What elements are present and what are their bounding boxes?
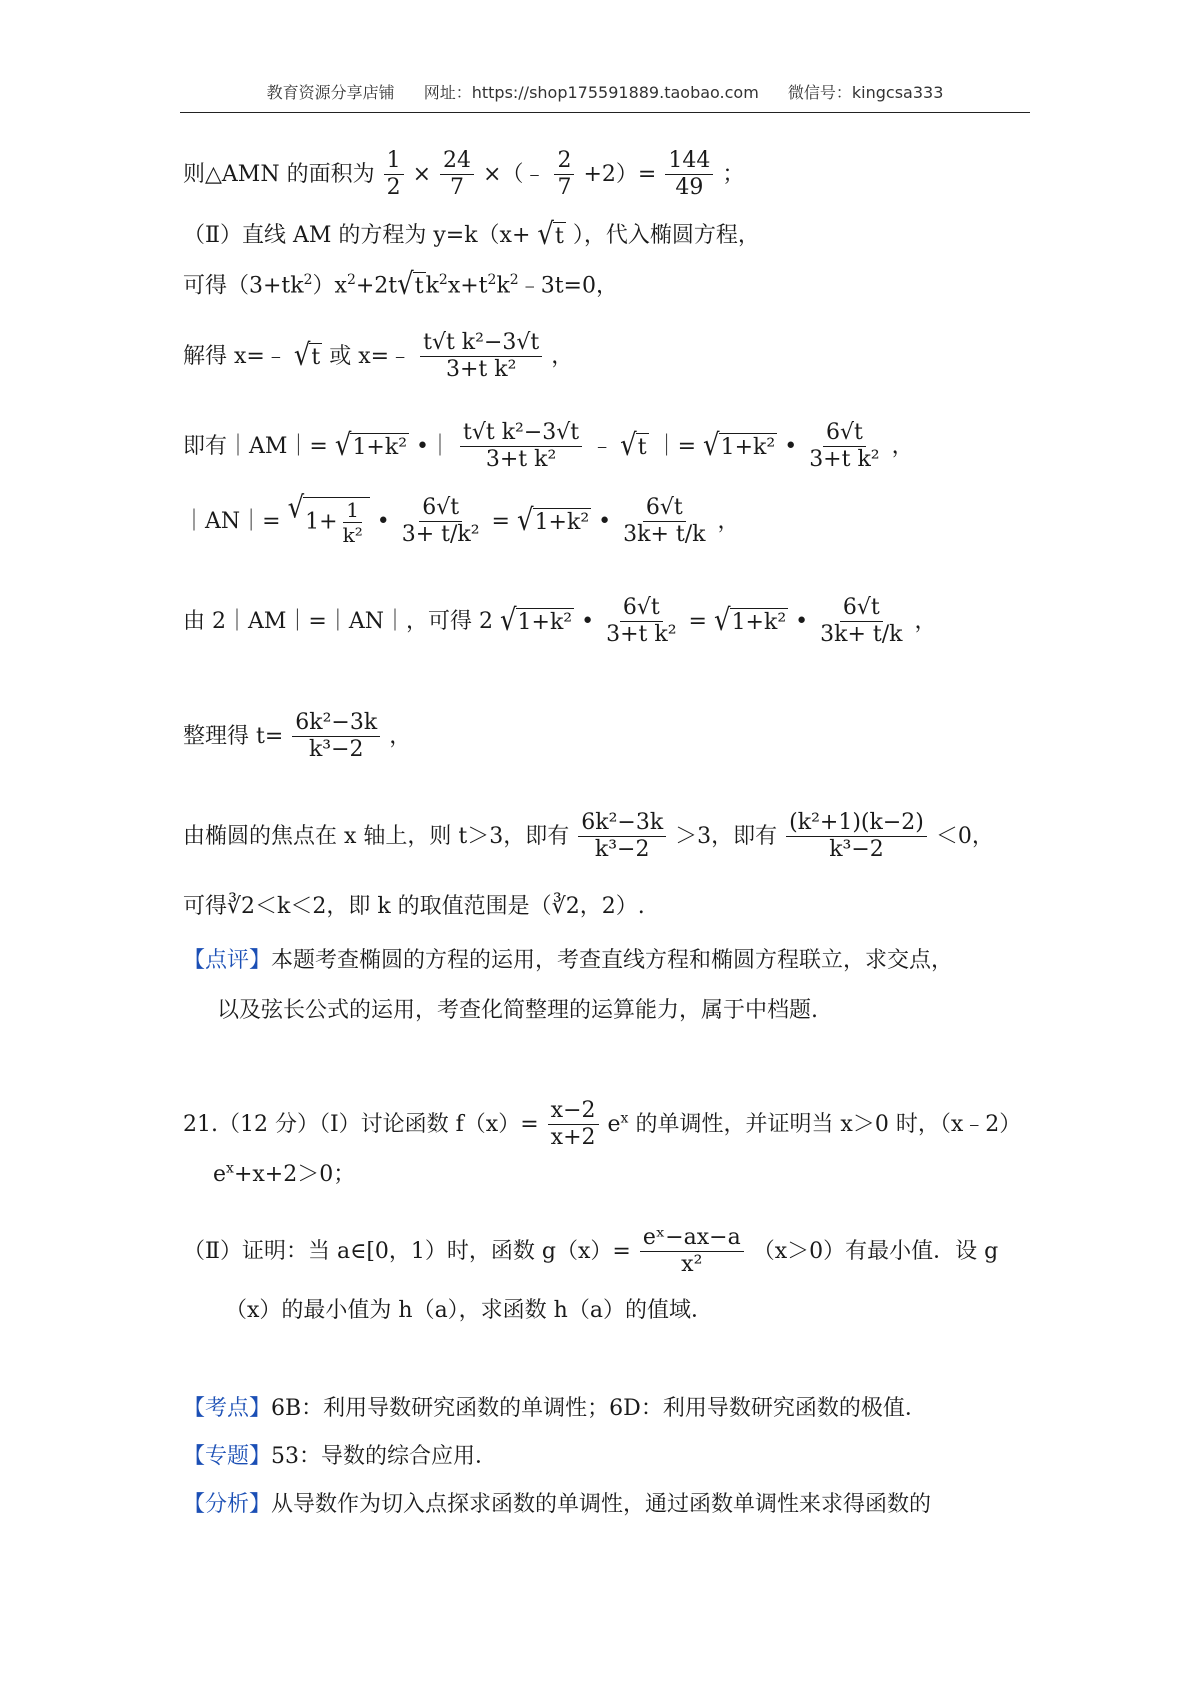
text: × bbox=[412, 161, 432, 187]
numerator: eˣ−ax−a bbox=[640, 1225, 744, 1252]
text bbox=[607, 1110, 629, 1137]
radicand: 1+k² bbox=[352, 434, 408, 460]
sqrt: √ 1+k² bbox=[713, 603, 787, 638]
text: ﹣ bbox=[591, 433, 614, 459]
line-am-length bbox=[183, 420, 914, 474]
text: • bbox=[795, 608, 809, 634]
numerator: 6√t bbox=[840, 595, 883, 622]
text: 由椭圆的焦点在 x 轴上，则 t＞3，即有 bbox=[183, 823, 570, 849]
text: （Ⅱ）直线 AM 的方程为 y=k（x+ bbox=[183, 223, 531, 249]
text: 可得（3+tk bbox=[183, 273, 304, 299]
text: x+t bbox=[447, 273, 488, 299]
text: ； bbox=[722, 161, 745, 187]
text: e bbox=[607, 1111, 621, 1137]
numerator: 6√t bbox=[419, 495, 462, 522]
denominator: k³−2 bbox=[308, 737, 364, 763]
text: 21.（12 分）（Ⅰ）讨论函数 f（x）= bbox=[183, 1111, 539, 1137]
fenxi-tag: 【分析】 bbox=[183, 1492, 272, 1517]
fraction bbox=[548, 1098, 599, 1152]
text: ，2）. bbox=[579, 894, 645, 919]
shop-url[interactable]: 网址：https://shop175591889.taobao.com bbox=[423, 83, 759, 102]
text: 由 2｜AM｜=｜AN｜，可得 2 bbox=[183, 608, 493, 634]
text: = bbox=[688, 608, 707, 634]
fraction bbox=[340, 498, 366, 547]
denominator: k³−2 bbox=[829, 837, 884, 863]
text: ， bbox=[551, 343, 574, 369]
fraction bbox=[292, 710, 380, 764]
text: ）x bbox=[312, 273, 347, 299]
text: 可得 bbox=[183, 894, 228, 919]
fraction bbox=[420, 330, 542, 384]
sqrt: √ t bbox=[397, 267, 424, 303]
radicand: 1+k² bbox=[534, 509, 590, 535]
sqrt: √ 1+k² bbox=[516, 503, 590, 538]
exponent: 2 bbox=[509, 271, 519, 288]
radicand: t bbox=[637, 434, 647, 460]
line-inequality bbox=[183, 810, 994, 864]
numerator: 1 bbox=[343, 498, 362, 523]
numerator: 6√t bbox=[643, 495, 686, 522]
numerator: 1 bbox=[384, 148, 404, 175]
line-t-expression bbox=[183, 710, 411, 764]
line-range bbox=[183, 896, 645, 918]
exponent: 2 bbox=[346, 271, 356, 288]
zhuanti-tag: 【专题】 bbox=[183, 1444, 272, 1469]
text: 1+ bbox=[305, 509, 338, 535]
text: ， bbox=[891, 433, 914, 459]
text: ， bbox=[717, 508, 740, 534]
text: k bbox=[425, 273, 439, 299]
numerator: 6k²−3k bbox=[578, 810, 666, 837]
fraction bbox=[806, 420, 882, 474]
line-am-equation bbox=[183, 217, 760, 253]
denominator: 49 bbox=[675, 175, 704, 201]
text: ｜= bbox=[655, 433, 697, 459]
question-21-part2 bbox=[183, 1225, 998, 1279]
line-an-length bbox=[183, 490, 740, 549]
denominator: k² bbox=[342, 522, 363, 547]
exponent: 2 bbox=[303, 271, 313, 288]
text: ｜AN｜= bbox=[183, 508, 281, 534]
review-text: 本题考查椭圆的方程的运用，考查直线方程和椭圆方程联立，求交点， bbox=[271, 948, 954, 973]
text: 或 x=﹣ bbox=[329, 343, 412, 369]
denominator: 3+t k² bbox=[445, 357, 517, 383]
numerator: x−2 bbox=[548, 1098, 599, 1125]
denominator: 2 bbox=[386, 175, 401, 201]
text: 的单调性，并证明当 x＞0 时，（x﹣2） bbox=[635, 1111, 1022, 1137]
wechat-id: 微信号：kingcsa333 bbox=[787, 83, 944, 102]
sqrt: √ t bbox=[537, 217, 564, 253]
fraction bbox=[640, 1225, 744, 1279]
radicand: 1+k² bbox=[720, 434, 776, 460]
text: （Ⅱ）证明：当 a∈[0，1）时，函数 g（x）= bbox=[183, 1238, 631, 1264]
radicand: t bbox=[414, 274, 424, 299]
text: ＜0， bbox=[935, 823, 994, 849]
numerator: 6k²−3k bbox=[292, 710, 380, 737]
text: ×（﹣ bbox=[483, 161, 546, 187]
text: +2）= bbox=[583, 161, 657, 187]
cube-root: ∛2 bbox=[227, 894, 256, 919]
text: •｜ bbox=[416, 433, 452, 459]
text: ， bbox=[914, 608, 937, 634]
numerator: 144 bbox=[665, 148, 713, 175]
sqrt: √ 1+k² bbox=[334, 428, 408, 463]
review-tag: 【点评】 bbox=[183, 948, 272, 973]
radicand bbox=[303, 497, 370, 547]
sqrt: √ 1+ $\frac{1}{\text{k²}}$ bbox=[288, 497, 370, 547]
text: k bbox=[496, 273, 510, 299]
kaodian bbox=[183, 1398, 927, 1420]
text: • bbox=[581, 608, 595, 634]
cube-root: ∛2 bbox=[551, 894, 580, 919]
denominator: 3+t k² bbox=[809, 447, 880, 473]
text: • bbox=[598, 508, 612, 534]
fenxi bbox=[183, 1494, 931, 1516]
page-header bbox=[180, 80, 1030, 114]
question-21-part1-cont bbox=[213, 1160, 356, 1187]
fraction bbox=[786, 810, 927, 864]
text: • bbox=[784, 433, 798, 459]
numerator: 6√t bbox=[620, 595, 663, 622]
fraction bbox=[440, 148, 474, 202]
sqrt: √ t bbox=[293, 338, 321, 373]
text: = bbox=[491, 508, 510, 534]
fraction bbox=[399, 495, 483, 549]
numerator: 6√t bbox=[823, 420, 866, 447]
text: 即有｜AM｜= bbox=[183, 433, 328, 459]
exponent: x bbox=[226, 1160, 234, 1177]
line-solutions bbox=[183, 330, 573, 384]
fenxi-text: 从导数作为切入点探求函数的单调性，通过函数单调性来求得函数的 bbox=[271, 1492, 932, 1517]
sqrt: √ 1+k² bbox=[499, 603, 573, 638]
header-divider bbox=[180, 112, 1030, 113]
text: 整理得 t= bbox=[183, 723, 284, 749]
question-21-part1 bbox=[183, 1098, 1021, 1152]
denominator: 7 bbox=[450, 175, 465, 201]
denominator: 3k+ t/k bbox=[820, 622, 903, 648]
text: ， bbox=[389, 723, 412, 749]
zhuanti-text: 53：导数的综合应用． bbox=[271, 1444, 498, 1469]
fraction bbox=[554, 148, 574, 202]
numerator: 2 bbox=[554, 148, 574, 175]
text: • bbox=[376, 508, 390, 534]
denominator: 7 bbox=[557, 175, 572, 201]
line-area bbox=[183, 148, 744, 202]
numerator: t√t k²−3√t bbox=[420, 330, 542, 357]
text: +x+2＞0； bbox=[233, 1162, 356, 1187]
exponent: x bbox=[620, 1110, 629, 1127]
sqrt: √ 1+k² bbox=[703, 428, 776, 463]
fraction bbox=[578, 810, 666, 864]
line-quadratic bbox=[183, 267, 618, 303]
text: e bbox=[213, 1162, 227, 1187]
radicand: t bbox=[311, 344, 321, 370]
numerator: t√t k²−3√t bbox=[460, 420, 582, 447]
shop-name: 教育资源分享店铺 bbox=[266, 83, 395, 102]
fraction bbox=[603, 595, 679, 649]
denominator: k³−2 bbox=[594, 837, 650, 863]
text: ＜k＜2，即 k 的取值范围是（ bbox=[255, 894, 552, 919]
review-text: 以及弦长公式的运用，考查化简整理的运算能力，属于中档题. bbox=[217, 998, 818, 1023]
denominator: 3k+ t/k bbox=[623, 522, 706, 548]
text: ），代入椭圆方程， bbox=[572, 223, 760, 249]
fraction bbox=[665, 148, 713, 202]
sqrt: √ t bbox=[620, 428, 647, 463]
fraction bbox=[817, 595, 905, 649]
fraction bbox=[620, 495, 708, 549]
denominator: x+2 bbox=[550, 1125, 596, 1151]
denominator: 3+t k² bbox=[485, 447, 557, 473]
denominator: 3+t k² bbox=[606, 622, 677, 648]
text: +2t bbox=[355, 273, 398, 299]
text: （x）的最小值为 h（a），求函数 h（a）的值域． bbox=[225, 1298, 713, 1323]
zhuanti bbox=[183, 1446, 497, 1468]
review-paragraph bbox=[183, 950, 953, 972]
radicand: 1+k² bbox=[517, 609, 573, 635]
line-condition bbox=[183, 595, 937, 649]
text: （x＞0）有最小值．设 g bbox=[752, 1238, 999, 1264]
denominator: x² bbox=[681, 1252, 703, 1278]
kaodian-text: 6B：利用导数研究函数的单调性；6D：利用导数研究函数的极值． bbox=[271, 1396, 927, 1421]
text: 则△AMN 的面积为 bbox=[183, 161, 375, 187]
kaodian-tag: 【考点】 bbox=[183, 1396, 272, 1421]
denominator: 3+ t/k² bbox=[401, 522, 480, 548]
fraction bbox=[384, 148, 404, 202]
text: ﹣3t=0， bbox=[518, 273, 618, 299]
fraction bbox=[460, 420, 582, 474]
radicand: t bbox=[554, 224, 564, 249]
text: ＞3，即有 bbox=[675, 823, 778, 849]
exponent: 2 bbox=[438, 271, 448, 288]
review-paragraph-cont bbox=[217, 1000, 818, 1022]
text: 解得 x=﹣ bbox=[183, 343, 287, 369]
numerator: (k²+1)(k−2) bbox=[786, 810, 927, 837]
numerator: 24 bbox=[440, 148, 474, 175]
exponent: 2 bbox=[487, 271, 497, 288]
radicand: 1+k² bbox=[731, 609, 787, 635]
question-21-part2-cont bbox=[225, 1300, 713, 1322]
